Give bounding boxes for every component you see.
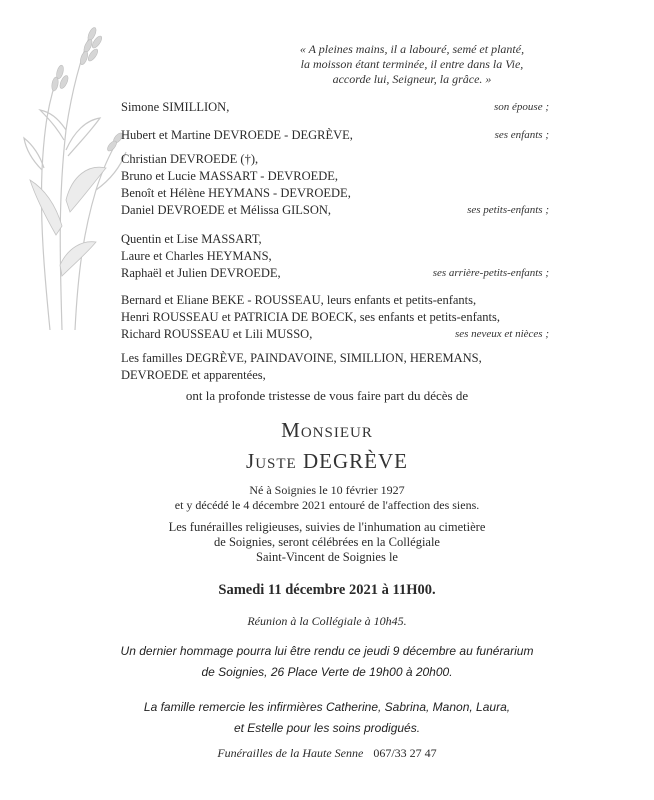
reunion-info: Réunion à la Collégiale à 10h45. — [247, 614, 407, 628]
tribute-line: Un dernier hommage pourra lui être rendu ce jeudi 9 décembre au funérarium — [120, 644, 534, 658]
family-relation: son épouse ; — [494, 101, 549, 113]
funeral-date: Samedi 11 décembre 2021 à 11H00. — [218, 582, 436, 598]
funeral-line: de Soignies, seront célébrées en la Collégiale — [214, 535, 440, 549]
family-line — [121, 231, 549, 248]
opening-quote — [262, 42, 562, 87]
family-line — [121, 309, 549, 326]
tribute-line: de Soignies, 26 Place Verte de 19h00 à 20h00. — [201, 665, 453, 679]
death-line: et y décédé le 4 décembre 2021 entouré de l'affection des siens. — [174, 498, 480, 512]
family-group-families — [121, 350, 549, 384]
family-names: Christian DEVROEDE (†), — [121, 152, 259, 166]
family-names: Quentin et Lise MASSART, — [121, 232, 262, 246]
family-group-grandchildren — [121, 151, 549, 219]
family-line — [121, 292, 549, 309]
family-line — [121, 248, 549, 265]
funeral-home-phone: 067/33 27 47 — [373, 746, 437, 760]
quote-line: « A pleines mains, il a labouré, semé et planté, — [299, 42, 525, 56]
family-names: Les familles DEGRÈVE, PAINDAVOINE, SIMILLION, HEREMANS, — [121, 351, 482, 365]
family-names: Daniel DEVROEDE et Mélissa GILSON, — [121, 203, 332, 217]
family-group-spouse — [121, 99, 549, 116]
funeral-info — [0, 520, 654, 565]
family-names: Bernard et Eliane BEKE - ROUSSEAU, leurs enfants et petits-enfants, — [121, 293, 477, 307]
tribute-info — [0, 641, 654, 683]
birth-death-info — [0, 483, 654, 513]
family-names: Henri ROUSSEAU et PATRICIA DE BOECK, ses enfants et petits-enfants, — [121, 310, 501, 324]
quote-line: accorde lui, Seigneur, la grâce. » — [332, 72, 492, 86]
family-names: Raphaël et Julien DEVROEDE, — [121, 266, 281, 280]
deceased-name: Juste DEGRÈVE — [246, 449, 408, 473]
family-names: Richard ROUSSEAU et Lili MUSSO, — [121, 327, 313, 341]
announcement-text: ont la profonde tristesse de vous faire part du décès de — [185, 388, 469, 403]
family-line — [121, 350, 549, 367]
family-relation: ses enfants ; — [494, 129, 549, 141]
wheat-lily-illustration — [0, 0, 140, 330]
family-relation: ses petits-enfants ; — [467, 204, 549, 216]
family-names: Bruno et Lucie MASSART - DEVROEDE, — [121, 169, 339, 183]
footer — [0, 745, 654, 761]
deceased-title: Monsieur — [281, 418, 373, 442]
family-line — [121, 185, 549, 202]
quote-line: la moisson étant terminée, il entre dans la Vie, — [300, 57, 524, 71]
family-names: DEVROEDE et apparentées, — [121, 368, 266, 382]
family-line — [121, 99, 549, 116]
thanks-note — [0, 697, 654, 739]
family-names: Simone SIMILLION, — [121, 100, 230, 114]
funeral-line: Saint-Vincent de Soignies le — [256, 550, 398, 564]
funeral-home-name: Funérailles de la Haute Senne — [217, 746, 364, 760]
funeral-line: Les funérailles religieuses, suivies de l'inhumation au cimetière — [168, 520, 486, 534]
thanks-line: La famille remercie les infirmières Catherine, Sabrina, Manon, Laura, — [143, 700, 511, 714]
family-line — [121, 367, 549, 384]
family-group-nephews — [121, 292, 549, 343]
family-line — [121, 151, 549, 168]
birth-line: Né à Soignies le 10 février 1927 — [249, 483, 405, 497]
family-relation: ses arrière-petits-enfants ; — [432, 267, 549, 279]
family-group-great-grandchildren — [121, 231, 549, 282]
family-names: Hubert et Martine DEVROEDE - DEGRÈVE, — [121, 128, 353, 142]
family-line — [121, 202, 549, 219]
family-line — [121, 326, 549, 343]
family-line — [121, 168, 549, 185]
family-names: Laure et Charles HEYMANS, — [121, 249, 272, 263]
thanks-line: et Estelle pour les soins prodigués. — [233, 721, 421, 735]
family-relation: ses neveux et nièces ; — [454, 328, 549, 340]
family-group-children — [121, 127, 549, 144]
family-line — [121, 265, 549, 282]
family-line — [121, 127, 549, 144]
family-names: Benoît et Hélène HEYMANS - DEVROEDE, — [121, 186, 351, 200]
